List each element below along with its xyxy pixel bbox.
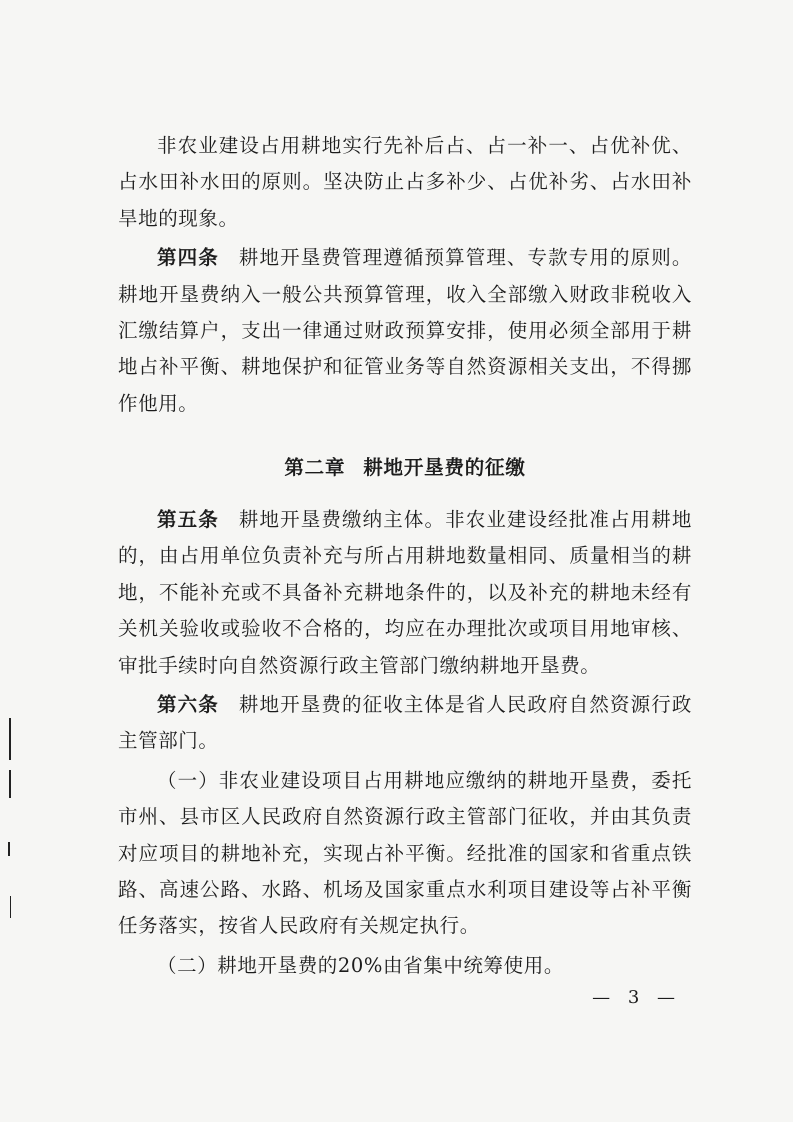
article-4-text: 耕地开垦费管理遵循预算管理、专款专用的原则。耕地开垦费纳入一般公共预算管理，收入全部缴入财政非税收入汇缴结算户，支出一律通过财政预算安排，使用必须全部用于耕地占补平衡、耕地保护和征管业务等自然资源相关支出，不得挪作他用。 (118, 246, 692, 415)
chapter-heading (118, 452, 692, 480)
item-1: （一）非农业建设项目占用耕地应缴纳的耕地开垦费，委托市州、县市区人民政府自然资源行政主管部门征收，并由其负责对应项目的耕地补充，实现占补平衡。经批准的国家和省重点铁路、高速公路、水路、机场及国家重点水利项目建设等占补平衡任务落实，按省人民政府有关规定执行。 (118, 768, 692, 938)
article-6-text: 耕地开垦费的征收主体是省人民政府自然资源行政主管部门。 (118, 693, 692, 753)
body-section-bottom (118, 502, 692, 984)
article-5-label: 第五条 (157, 508, 219, 531)
article-4 (118, 240, 692, 422)
chapter-title: 耕地开垦费的征缴 (363, 456, 526, 479)
page-number: — 3 — (592, 987, 681, 1008)
chapter-number: 第二章 (284, 456, 346, 479)
scan-margin-mark (9, 770, 11, 798)
article-6 (118, 687, 692, 760)
article-5-text: 耕地开垦费缴纳主体。非农业建设经批准占用耕地的，由占用单位负责补充与所占用耕地数量相同、质量相当的耕地，不能补充或不具备补充耕地条件的，以及补充的耕地未经有关机关验收或验收不合格的，均应在办理批次或项目用地审核、审批手续时向自然资源行政主管部门缴纳耕地开垦费。 (118, 508, 692, 677)
scan-margin-mark (8, 842, 10, 856)
item-2: （二）耕地开垦费的20%由省集中统筹使用。 (157, 953, 564, 977)
paragraph-intro: 非农业建设占用耕地实行先补后占、占一补一、占优补优、占水田补水田的原则。坚决防止占多补少、占优补劣、占水田补旱地的现象。 (118, 134, 692, 230)
article-5 (118, 502, 692, 684)
scan-margin-mark (9, 718, 11, 760)
scan-margin-mark (10, 896, 11, 918)
article-6-label: 第六条 (157, 693, 219, 717)
article-4-label: 第四条 (157, 246, 219, 270)
body-section-top (118, 128, 692, 422)
